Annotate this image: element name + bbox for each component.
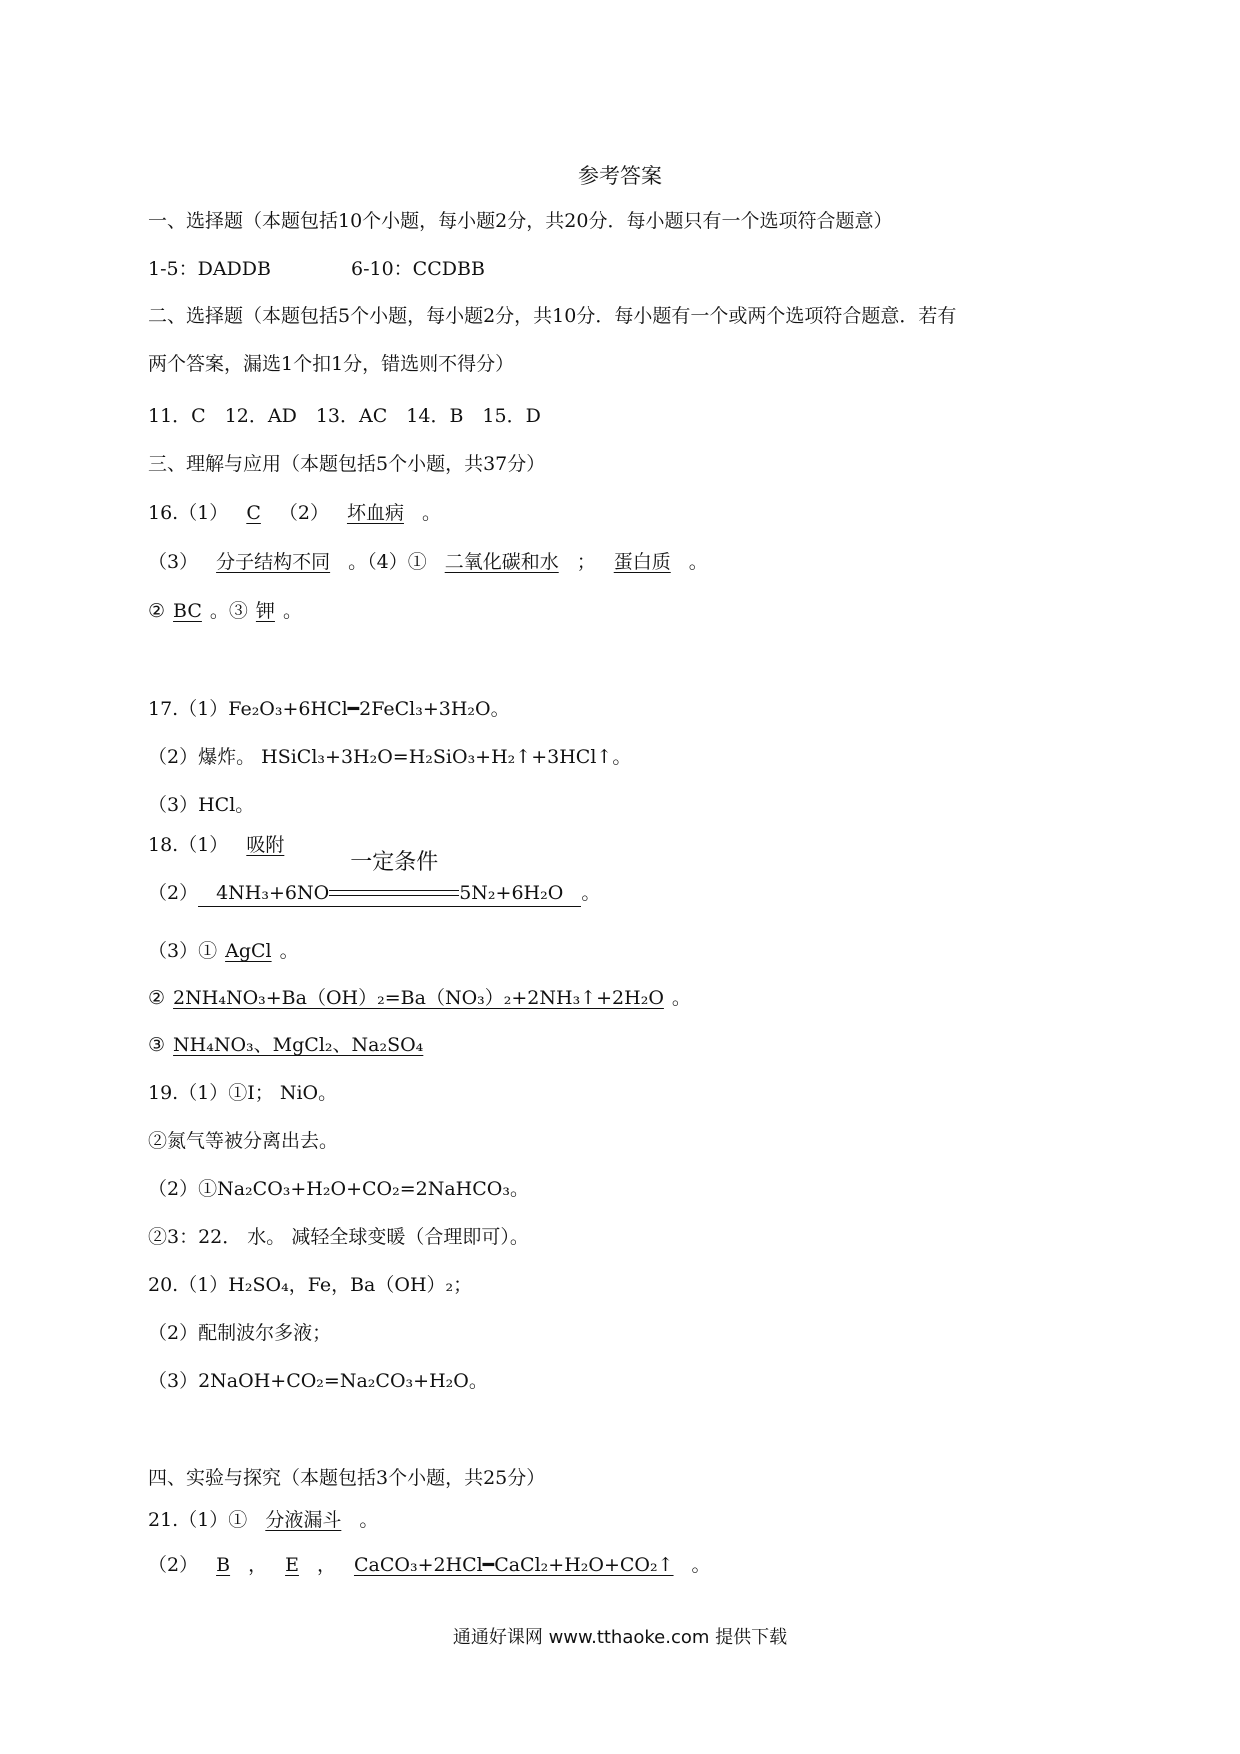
q16-line-1: [148, 500, 441, 526]
q16-part-2-label: （2）: [278, 502, 329, 524]
q17-line-2: （2）爆炸。 HSiCl₃+3H₂O=H₂SiO₃+H₂↑+3HCl↑。: [148, 746, 632, 768]
q18-line-1: [148, 832, 302, 858]
q19-line-2: ②氮气等被分离出去。: [148, 1130, 339, 1152]
q16-answer-4c: BC: [173, 600, 202, 622]
q16-answer-4a: 二氧化碳和水: [444, 551, 559, 573]
q18-answer-3: AgCl: [225, 940, 272, 962]
section-2-answers: 11．C 12．AD 13．AC 14．B 15．D: [148, 405, 541, 427]
period: 。: [279, 940, 299, 962]
period: 。: [421, 502, 441, 524]
q20-line-3: （3）2NaOH+CO₂=Na₂CO₃+H₂O。: [148, 1370, 488, 1392]
q21-answer-2c: CaCO₃+2HCl━CaCl₂+H₂O+CO₂↑: [353, 1554, 674, 1576]
q21-line-2: [148, 1552, 711, 1578]
q18-answer-4: 2NH₄NO₃+Ba（OH）₂=Ba（NO₃）₂+2NH₃↑+2H₂O: [173, 987, 664, 1009]
q18-line-3: [148, 938, 299, 964]
q19-line-1: 19.（1）①I； NiO。: [148, 1082, 338, 1104]
section-1-answers: [148, 256, 485, 282]
q19-line-3: （2）①Na₂CO₃+H₂O+CO₂=2NaHCO₃。: [148, 1178, 529, 1200]
answers-1-5: 1-5：DADDB: [148, 258, 271, 280]
q16-part-4-3-label: 。③: [209, 600, 248, 622]
q21-answer-2a: B: [216, 1554, 231, 1576]
equation-products: 5N₂+6H₂O: [459, 882, 564, 904]
q16-part-1-label: 16.（1）: [148, 502, 229, 524]
section-4-heading: 四、实验与探究（本题包括3个小题，共25分）: [148, 1467, 546, 1489]
separator: ；: [576, 551, 596, 573]
q18-part-3-2-label: ②: [148, 987, 166, 1009]
q16-answer-4b: 蛋白质: [613, 551, 671, 573]
period: 。: [691, 1554, 711, 1576]
period: 。: [671, 987, 691, 1009]
q18-line-5: [148, 1032, 431, 1058]
section-1-heading: 一、选择题（本题包括10个小题，每小题2分，共20分．每小题只有一个选项符合题意）: [148, 210, 893, 232]
q20-line-2: （2）配制波尔多液；: [148, 1322, 332, 1344]
q18-answer-1: 吸附: [246, 834, 285, 856]
q18-line-4: [148, 985, 691, 1011]
page-title: 参考答案: [578, 164, 662, 188]
footer-credit: 通通好课网 www.tthaoke.com 提供下载: [452, 1627, 788, 1648]
comma: ，: [248, 1554, 268, 1576]
q21-answer-1: 分液漏斗: [265, 1509, 342, 1531]
q16-answer-3: 分子结构不同: [216, 551, 331, 573]
q16-answer-1: C: [246, 502, 261, 524]
equation-reactants: 4NH₃+6NO: [216, 882, 330, 904]
period: 。: [359, 1509, 379, 1531]
section-2-heading-line-2: 两个答案，漏选1个扣1分，错选则不得分）: [148, 353, 515, 375]
q18-line-2: [148, 850, 601, 907]
q16-part-4-label: 。（4）①: [348, 551, 427, 573]
q16-answer-4d: 钾: [255, 600, 275, 622]
double-bar: [329, 890, 459, 896]
q16-answer-2: 坏血病: [346, 502, 404, 524]
period: 。: [282, 600, 302, 622]
q16-part-3-label: （3）: [148, 551, 199, 573]
q20-line-1: 20.（1）H₂SO₄，Fe，Ba（OH）₂；: [148, 1274, 473, 1296]
period: 。: [581, 882, 601, 904]
section-3-heading: 三、理解与应用（本题包括5个小题，共37分）: [148, 453, 546, 475]
q21-part-1-label: 21.（1）①: [148, 1509, 248, 1531]
section-2-heading-line-1: 二、选择题（本题包括5个小题，每小题2分，共10分．每小题有一个或两个选项符合题意．若有: [148, 305, 957, 327]
period: 。: [688, 551, 708, 573]
reaction-condition: 一定条件: [350, 850, 439, 875]
q21-answer-2b: E: [285, 1554, 299, 1576]
comma: ，: [316, 1554, 336, 1576]
q21-part-2-label: （2）: [148, 1554, 199, 1576]
q16-line-2: [148, 549, 708, 575]
answers-6-10: 6-10：CCDBB: [350, 258, 485, 280]
q18-part-2-label: （2）: [148, 882, 199, 904]
q17-line-1: 17.（1）Fe₂O₃+6HCl━2FeCl₃+3H₂O。: [148, 698, 510, 720]
reaction-condition-arrow: [329, 850, 459, 906]
q18-equation: [198, 850, 581, 907]
q18-answer-5: NH₄NO₃、MgCl₂、Na₂SO₄: [173, 1034, 424, 1056]
q21-line-1: [148, 1507, 378, 1533]
q17-line-3: （3）HCl。: [148, 794, 255, 816]
q18-part-1-label: 18.（1）: [148, 834, 229, 856]
q18-part-3-label: （3）①: [148, 940, 218, 962]
q19-line-4: ②3：22． 水。 减轻全球变暖（合理即可）。: [148, 1226, 529, 1248]
q18-part-3-3-label: ③: [148, 1034, 166, 1056]
q16-part-4-2-label: ②: [148, 600, 166, 622]
q16-line-3: [148, 598, 302, 624]
